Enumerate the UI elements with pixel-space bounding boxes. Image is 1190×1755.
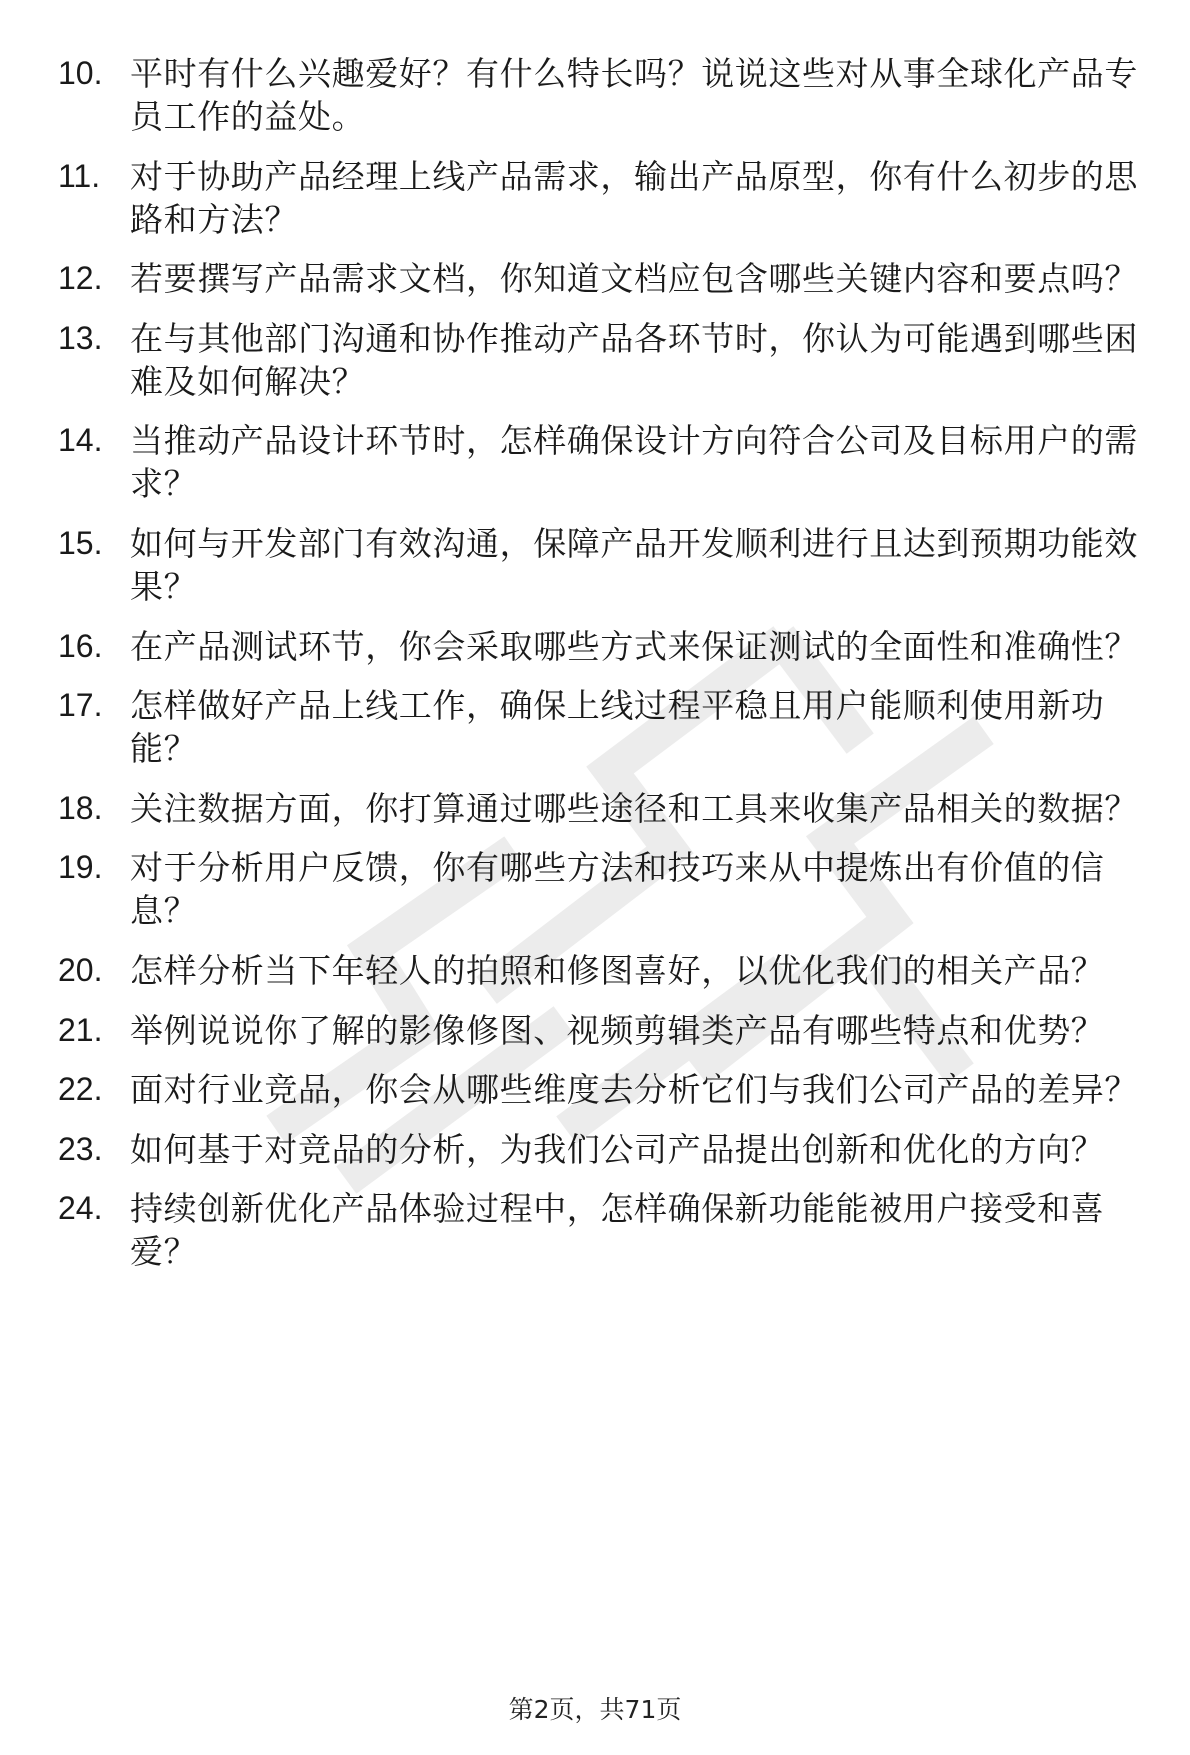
question-item (58, 1128, 1158, 1171)
question-number: 24. (58, 1190, 103, 1227)
question-number: 11. (58, 157, 101, 194)
question-number: 13. (58, 319, 103, 356)
question-text: 面对行业竞品，你会从哪些维度去分析它们与我们公司产品的差异？ (130, 1070, 1138, 1110)
question-text: 对于分析用户反馈，你有哪些方法和技巧来从中提炼出有价值的信息？ (130, 848, 1105, 931)
question-text: 在与其他部门沟通和协作推动产品各环节时，你认为可能遇到哪些困难及如何解决？ (130, 318, 1138, 401)
question-item (58, 684, 1158, 770)
question-item (58, 787, 1158, 830)
question-text: 平时有什么兴趣爱好？有什么特长吗？说说这些对从事全球化产品专员工作的益处。 (130, 54, 1138, 136)
question-item (58, 317, 1158, 403)
question-number: 10. (58, 55, 103, 91)
question-number: 16. (58, 627, 103, 664)
question-text: 如何与开发部门有效沟通，保障产品开发顺利进行且达到预期功能效果？ (130, 523, 1138, 606)
question-number: 23. (58, 1130, 103, 1167)
question-text: 举例说说你了解的影像修图、视频剪辑类产品有哪些特点和优势？ (130, 1010, 1105, 1050)
question-number: 14. (58, 422, 103, 459)
question-number: 17. (58, 687, 103, 724)
question-item (58, 949, 1158, 992)
question-number: 15. (58, 524, 103, 561)
question-number: 21. (58, 1011, 103, 1048)
question-number: 19. (58, 849, 103, 886)
question-number: 18. (58, 789, 103, 826)
question-list (58, 52, 1158, 1290)
question-text: 如何基于对竞品的分析，为我们公司产品提出创新和优化的方向？ (130, 1129, 1105, 1169)
question-text: 若要撰写产品需求文档，你知道文档应包含哪些关键内容和要点吗？ (130, 259, 1138, 299)
question-number: 20. (58, 951, 103, 988)
question-text: 在产品测试环节，你会采取哪些方式来保证测试的全面性和准确性？ (130, 626, 1138, 666)
page-footer: 第2页，共71页 (508, 1695, 682, 1724)
question-item (58, 52, 1158, 138)
question-item (58, 419, 1158, 505)
question-item (58, 846, 1158, 932)
question-item (58, 257, 1158, 300)
question-text: 当推动产品设计环节时，怎样确保设计方向符合公司及目标用户的需求？ (130, 421, 1138, 504)
question-number: 12. (58, 260, 103, 297)
question-item (58, 1009, 1158, 1052)
question-text: 怎样分析当下年轻人的拍照和修图喜好，以优化我们的相关产品？ (130, 950, 1105, 990)
question-item (58, 522, 1158, 608)
question-item (58, 625, 1158, 668)
question-item (58, 1068, 1158, 1111)
question-number: 22. (58, 1071, 103, 1108)
question-item (58, 1187, 1158, 1273)
question-item (58, 155, 1158, 241)
question-text: 怎样做好产品上线工作，确保上线过程平稳且用户能顺利使用新功能？ (130, 686, 1105, 769)
question-text: 对于协助产品经理上线产品需求，输出产品原型，你有什么初步的思路和方法？ (130, 156, 1138, 239)
question-text: 关注数据方面，你打算通过哪些途径和工具来收集产品相关的数据？ (130, 788, 1138, 828)
question-text: 持续创新优化产品体验过程中，怎样确保新功能能被用户接受和喜爱？ (130, 1189, 1105, 1272)
